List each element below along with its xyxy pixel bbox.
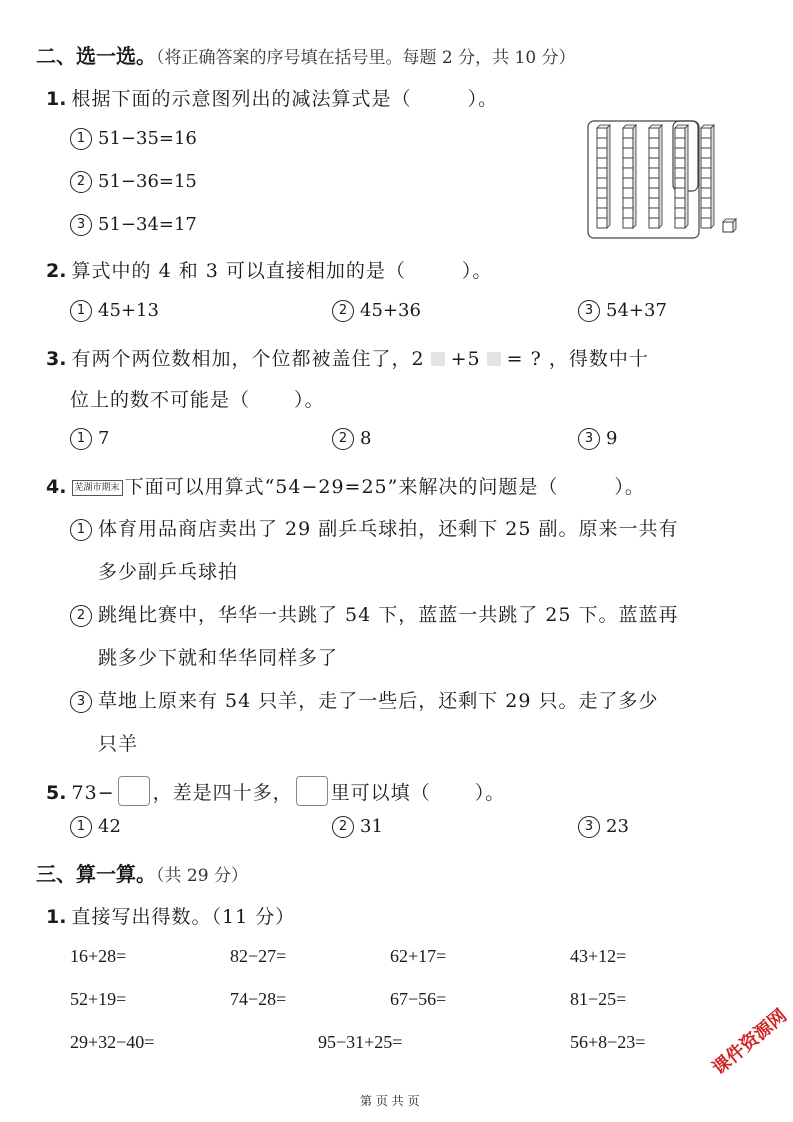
calc-item[interactable]: 81−25= xyxy=(570,989,627,1009)
option-mark: 2 xyxy=(70,171,92,193)
option-mark: 1 xyxy=(70,519,92,541)
calc-item[interactable]: 43+12= xyxy=(570,946,627,966)
question-3-line-2: 位上的数不可能是（ ）。 xyxy=(70,389,325,411)
option-text: 51−36=15 xyxy=(98,171,197,192)
question-text: 73− xyxy=(71,782,115,804)
option-mark: 1 xyxy=(70,300,92,322)
base-ten-blocks-figure xyxy=(585,118,745,243)
question-text: 有两个两位数相加，个位都被盖住了，2 xyxy=(71,348,425,370)
option-mark: 3 xyxy=(578,428,600,450)
option-text-cont: 多少副乒乓球拍 xyxy=(98,561,239,583)
option-text: 7 xyxy=(98,428,110,449)
question-number: 5. xyxy=(46,782,67,804)
question-text: 算式中的 4 和 3 可以直接相加的是（ xyxy=(71,260,406,282)
option-mark: 2 xyxy=(332,816,354,838)
calc-item[interactable]: 52+19= xyxy=(70,989,127,1009)
calc-item[interactable]: 74−28= xyxy=(230,989,287,1009)
question-text: 根据下面的示意图列出的减法算式是（ xyxy=(71,88,412,110)
fill-box[interactable] xyxy=(296,776,328,806)
option-text: 草地上原来有 54 只羊，走了一些后，还剩下 29 只。走了多少 xyxy=(98,690,659,712)
option[interactable] xyxy=(70,428,109,450)
option-text: 45+13 xyxy=(98,300,159,321)
question-number: 4. xyxy=(46,476,67,498)
source-badge: 芜湖市期末 xyxy=(72,480,123,496)
option-mark: 1 xyxy=(70,128,92,150)
option-mark: 2 xyxy=(332,300,354,322)
option-text: 45+36 xyxy=(360,300,421,321)
option-mark: 3 xyxy=(578,300,600,322)
question-3: 3. 有两个两位数相加，个位都被盖住了，2 +5 = ? ，得数中十 xyxy=(46,348,649,370)
option-mark: 1 xyxy=(70,816,92,838)
option-mark: 2 xyxy=(70,605,92,627)
option[interactable] xyxy=(70,600,679,627)
option[interactable] xyxy=(70,514,679,541)
option[interactable] xyxy=(70,816,121,838)
question-1: 1. 根据下面的示意图列出的减法算式是（ ）。 xyxy=(46,88,499,110)
option-text: 31 xyxy=(360,816,383,837)
option[interactable] xyxy=(332,300,421,322)
option-text: 23 xyxy=(606,816,629,837)
question-number: 2. xyxy=(46,260,67,282)
section-note: （将正确答案的序号填在括号里。每题 2 分，共 10 分） xyxy=(156,48,576,68)
calc-item[interactable]: 67−56= xyxy=(390,989,447,1009)
option[interactable] xyxy=(332,816,383,838)
option[interactable] xyxy=(70,171,197,193)
section-title: 二、选一选。 xyxy=(36,44,156,68)
option-mark: 3 xyxy=(70,214,92,236)
calc-item[interactable]: 95−31+25= xyxy=(318,1032,403,1052)
calc-item[interactable]: 29+32−40= xyxy=(70,1032,155,1052)
covered-digit xyxy=(487,352,501,366)
calc-item[interactable]: 16+28= xyxy=(70,946,127,966)
option-text: 54+37 xyxy=(606,300,667,321)
option[interactable] xyxy=(70,214,197,236)
section-title: 三、算一算。 xyxy=(36,862,156,886)
option-mark: 3 xyxy=(578,816,600,838)
question-number: 3. xyxy=(46,348,67,370)
section-3-header xyxy=(36,858,248,887)
ten-rod xyxy=(675,125,688,228)
question-text: 下面可以用算式“54−29=25”来解决的问题是（ xyxy=(124,476,559,498)
option-text: 跳绳比赛中，华华一共跳了 54 下，蓝蓝一共跳了 25 下。蓝蓝再 xyxy=(98,604,679,626)
option[interactable] xyxy=(70,128,197,150)
ten-rod xyxy=(597,125,610,228)
option-text: 8 xyxy=(360,428,372,449)
section-note: （共 29 分） xyxy=(156,866,248,886)
option-mark: 3 xyxy=(70,691,92,713)
watermark: 课件资源网 xyxy=(708,1005,792,1080)
ten-rod xyxy=(649,125,662,228)
section-3-q1 xyxy=(46,902,295,929)
calc-item[interactable]: 82−27= xyxy=(230,946,287,966)
ten-rods xyxy=(597,125,714,228)
question-number: 1. xyxy=(46,88,67,110)
question-4: 4. 芜湖市期末 下面可以用算式“54−29=25”来解决的问题是（ ）。 xyxy=(46,476,645,498)
ten-rod xyxy=(701,125,714,228)
question-5: 5. 73− ，差是四十多， 里可以填（ ）。 xyxy=(46,776,505,806)
option[interactable] xyxy=(578,816,629,838)
option[interactable] xyxy=(332,428,371,450)
option[interactable] xyxy=(70,686,659,713)
page-footer: 第 页 共 页 xyxy=(360,1094,420,1108)
option-text-cont: 跳多少下就和华华同样多了 xyxy=(98,647,339,669)
question-text: 直接写出得数。（11 分） xyxy=(71,906,296,928)
ten-rod xyxy=(623,125,636,228)
question-number: 1. xyxy=(46,906,67,928)
option-mark: 2 xyxy=(332,428,354,450)
option[interactable] xyxy=(578,300,667,322)
fill-box[interactable] xyxy=(118,776,150,806)
option-text: 9 xyxy=(606,428,618,449)
calc-item[interactable]: 56+8−23= xyxy=(570,1032,646,1052)
question-2: 2. 算式中的 4 和 3 可以直接相加的是（ ）。 xyxy=(46,260,493,282)
section-2-header xyxy=(36,40,576,69)
option-text: 51−34=17 xyxy=(98,214,197,235)
calc-item[interactable]: 62+17= xyxy=(390,946,447,966)
option[interactable] xyxy=(578,428,617,450)
covered-digit xyxy=(431,352,445,366)
option-mark: 1 xyxy=(70,428,92,450)
single-cube xyxy=(723,219,736,232)
option-text: 42 xyxy=(98,816,121,837)
option-text-cont: 只羊 xyxy=(98,733,139,755)
option-text: 51−35=16 xyxy=(98,128,197,149)
option-text: 体育用品商店卖出了 29 副乒乓球拍，还剩下 25 副。原来一共有 xyxy=(98,518,679,540)
option[interactable] xyxy=(70,300,159,322)
